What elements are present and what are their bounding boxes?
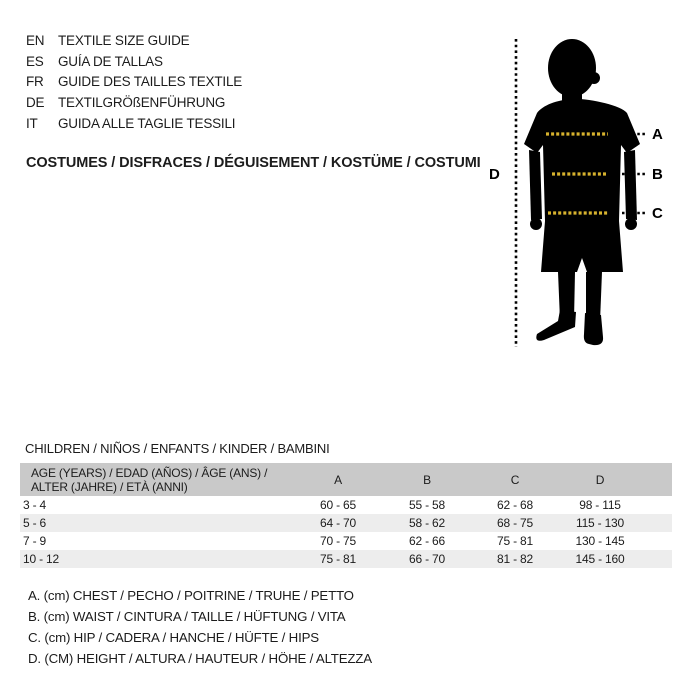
value-cell-b: 66 - 70 [383, 550, 471, 568]
column-header-d: D [559, 463, 672, 496]
legend-item-hip: C. (cm) HIP / CADERA / HANCHE / HÜFTE / HIPS [28, 629, 319, 645]
table-row [20, 532, 672, 550]
size-figure [480, 20, 700, 360]
language-code: EN [26, 33, 45, 48]
child-silhouette-icon [524, 39, 640, 345]
language-label: TEXTILE SIZE GUIDE [58, 33, 190, 48]
size-table [20, 463, 672, 568]
age-header-line2: ALTER (JAHRE) / ETÀ (ANNI) [31, 479, 188, 494]
age-cell: 7 - 9 [23, 534, 47, 548]
value-cell-d: 130 - 145 [575, 534, 625, 548]
language-code: DE [26, 95, 45, 111]
child-measurement-diagram [480, 20, 700, 360]
table-row [20, 550, 672, 568]
language-row [26, 114, 242, 135]
language-row [26, 31, 242, 52]
column-header-b: B [383, 463, 471, 496]
value-cell-a: 70 - 75 [320, 534, 356, 548]
value-cell-d: 145 - 160 [559, 550, 672, 568]
measurement-legend [28, 586, 372, 670]
language-row [26, 93, 242, 114]
value-cell-a: 64 - 70 [293, 514, 383, 532]
legend-item-chest: A. (cm) CHEST / PECHO / POITRINE / TRUHE / PETTO [28, 588, 354, 603]
column-header-c: C [471, 463, 559, 496]
age-cell: 5 - 6 [20, 514, 293, 532]
value-cell-b: 58 - 62 [383, 514, 471, 532]
value-cell-a: 75 - 81 [293, 550, 383, 568]
value-cell-c: 62 - 68 [497, 498, 533, 512]
value-cell-a: 60 - 65 [320, 498, 356, 512]
legend-item-waist: B. (cm) WAIST / CINTURA / TAILLE / HÜFTUNG / VITA [28, 608, 346, 624]
age-cell: 3 - 4 [23, 498, 47, 512]
language-label: GUÍA DE TALLAS [58, 53, 163, 69]
value-cell-b: 62 - 66 [409, 534, 445, 548]
table-row [20, 514, 672, 532]
value-cell-c: 75 - 81 [497, 534, 533, 548]
category-title: COSTUMES / DISFRACES / DÉGUISEMENT / KOSTÜME / COSTUMI [26, 155, 481, 171]
language-row [26, 52, 242, 73]
value-cell-d: 115 - 130 [559, 514, 672, 532]
language-label: TEXTILGRÖßENFÜHRUNG [58, 95, 226, 111]
language-code: IT [26, 115, 38, 131]
measure-label-b: B [652, 166, 663, 183]
measure-label-c: C [652, 205, 663, 222]
measure-label-d: D [489, 166, 500, 183]
language-label: GUIDA ALLE TAGLIE TESSILI [58, 115, 236, 131]
language-code: FR [26, 74, 44, 90]
age-header-line1: AGE (YEARS) / EDAD (AÑOS) / ÂGE (ANS) / [31, 465, 268, 480]
value-cell-d: 98 - 115 [579, 498, 621, 512]
table-header-row [20, 463, 672, 496]
value-cell-c: 68 - 75 [471, 514, 559, 532]
measure-label-a: A [652, 126, 663, 143]
language-label: GUIDE DES TAILLES TEXTILE [58, 74, 243, 90]
age-cell: 10 - 12 [20, 550, 293, 568]
value-cell-b: 55 - 58 [409, 498, 445, 512]
age-column-header [20, 463, 293, 496]
language-list [26, 31, 242, 134]
legend-item-height: D. (CM) HEIGHT / ALTURA / HAUTEUR / HÖHE / ALTEZZA [28, 650, 372, 666]
language-row [26, 72, 242, 93]
section-title: CHILDREN / NIÑOS / ENFANTS / KINDER / BAMBINI [25, 441, 330, 456]
column-header-a: A [293, 463, 383, 496]
language-code: ES [26, 53, 44, 69]
table-row [20, 496, 672, 514]
value-cell-c: 81 - 82 [471, 550, 559, 568]
